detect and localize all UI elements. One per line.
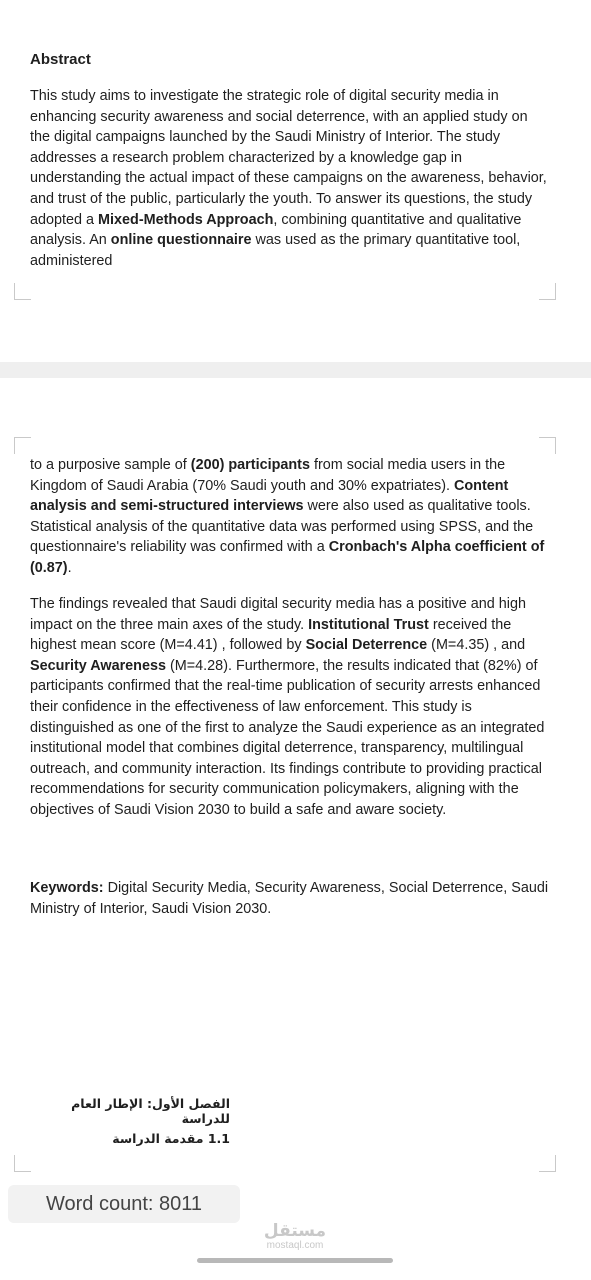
- page-corner-mark: [539, 437, 556, 454]
- home-indicator[interactable]: [197, 1258, 393, 1263]
- document-page-1: [0, 0, 591, 362]
- text-run: from social media users in the Kingdom of Saudi Arabia (70% Saudi youth and 30% expatriates).: [30, 457, 506, 494]
- page-corner-mark: [14, 1155, 31, 1172]
- watermark-arabic: مستقل: [263, 1221, 327, 1241]
- section-heading: 1.1 مقدمة الدراسة: [112, 1131, 230, 1146]
- page-corner-mark: [14, 437, 31, 454]
- watermark-latin: mostaql.com: [266, 1240, 324, 1251]
- page-corner-mark: [539, 1155, 556, 1172]
- abstract-heading: Abstract: [30, 51, 91, 68]
- page-corner-mark: [14, 283, 31, 300]
- chapter-title: الفصل الأول: الإطار العام للدراسة: [71, 1096, 230, 1126]
- text-run: , combining quantitative and qualitative analysis. An: [30, 211, 522, 249]
- text-run: (M=4.28). Furthermore, the results indicated that (82%) of participants confirmed that the real-time publication of security arrests enhanced their confidence in the effectiveness of law enforcement. This study is distinguished as one of the first to analyze the Saudi experience as an integrated institutional model that combines digital deterrence, transparency, multilingual outreach, and community interaction. Its findings contribute to providing practical recommendations for security communication policymakers, aligning with the objectives of Saudi Vision 2030 to build a safe and aware society.: [30, 657, 545, 818]
- bold-run: Content analysis and semi-structured interviews: [30, 477, 509, 515]
- abstract-paragraph-1-continued: [30, 455, 550, 579]
- text-run: to a purposive sample of: [30, 457, 191, 473]
- text-run: This study aims to investigate the strategic role of digital security media in enhancing security awareness and social deterrence, with an applied study on the digital campaigns launched by the Saudi Ministry of Interior. The study addresses a research problem characterized by a knowledge gap in understanding the actual impact of these campaigns on the awareness, behavior, and trust of the public, particularly the youth. To answer its questions, the study adopted a: [30, 88, 547, 228]
- text-run: (M=4.35) , and: [427, 637, 526, 654]
- keywords-text: Digital Security Media, Security Awareness, Social Deterrence, Saudi Ministry of Interior, Saudi Vision 2030.: [30, 880, 549, 917]
- text-run: was used as the primary quantitative tool, administered: [30, 232, 521, 269]
- text-run: The findings revealed that Saudi digital security media has a positive and high impact on the three main axes of the study.: [30, 596, 526, 633]
- abstract-paragraph-2: [30, 594, 550, 821]
- bold-run: online questionnaire: [110, 232, 252, 249]
- word-count-badge[interactable]: Word count: 8011: [8, 1185, 240, 1223]
- text-run: were also used as qualitative tools. Statistical analysis of the quantitative data was performed using SPSS, and the questionnaire's reliability was confirmed with a: [30, 498, 534, 556]
- keywords-label: Keywords:: [30, 880, 104, 896]
- page-separator: [0, 362, 591, 378]
- bold-run: Cronbach's Alpha coefficient of (0.87): [30, 539, 545, 576]
- text-run: received the highest mean score (M=4.41) , followed by: [30, 616, 512, 654]
- page-corner-mark: [539, 283, 556, 300]
- abstract-paragraph-1: [30, 86, 550, 271]
- keywords-line: [30, 878, 550, 919]
- bold-run: Security Awareness: [30, 657, 166, 674]
- bold-run: Social Deterrence: [305, 637, 428, 654]
- bold-run: (200) participants: [190, 457, 310, 473]
- text-run: .: [67, 559, 72, 576]
- bold-run: Mixed-Methods Approach: [98, 211, 274, 228]
- mostaql-watermark: [255, 1222, 335, 1251]
- bold-run: Institutional Trust: [308, 616, 429, 633]
